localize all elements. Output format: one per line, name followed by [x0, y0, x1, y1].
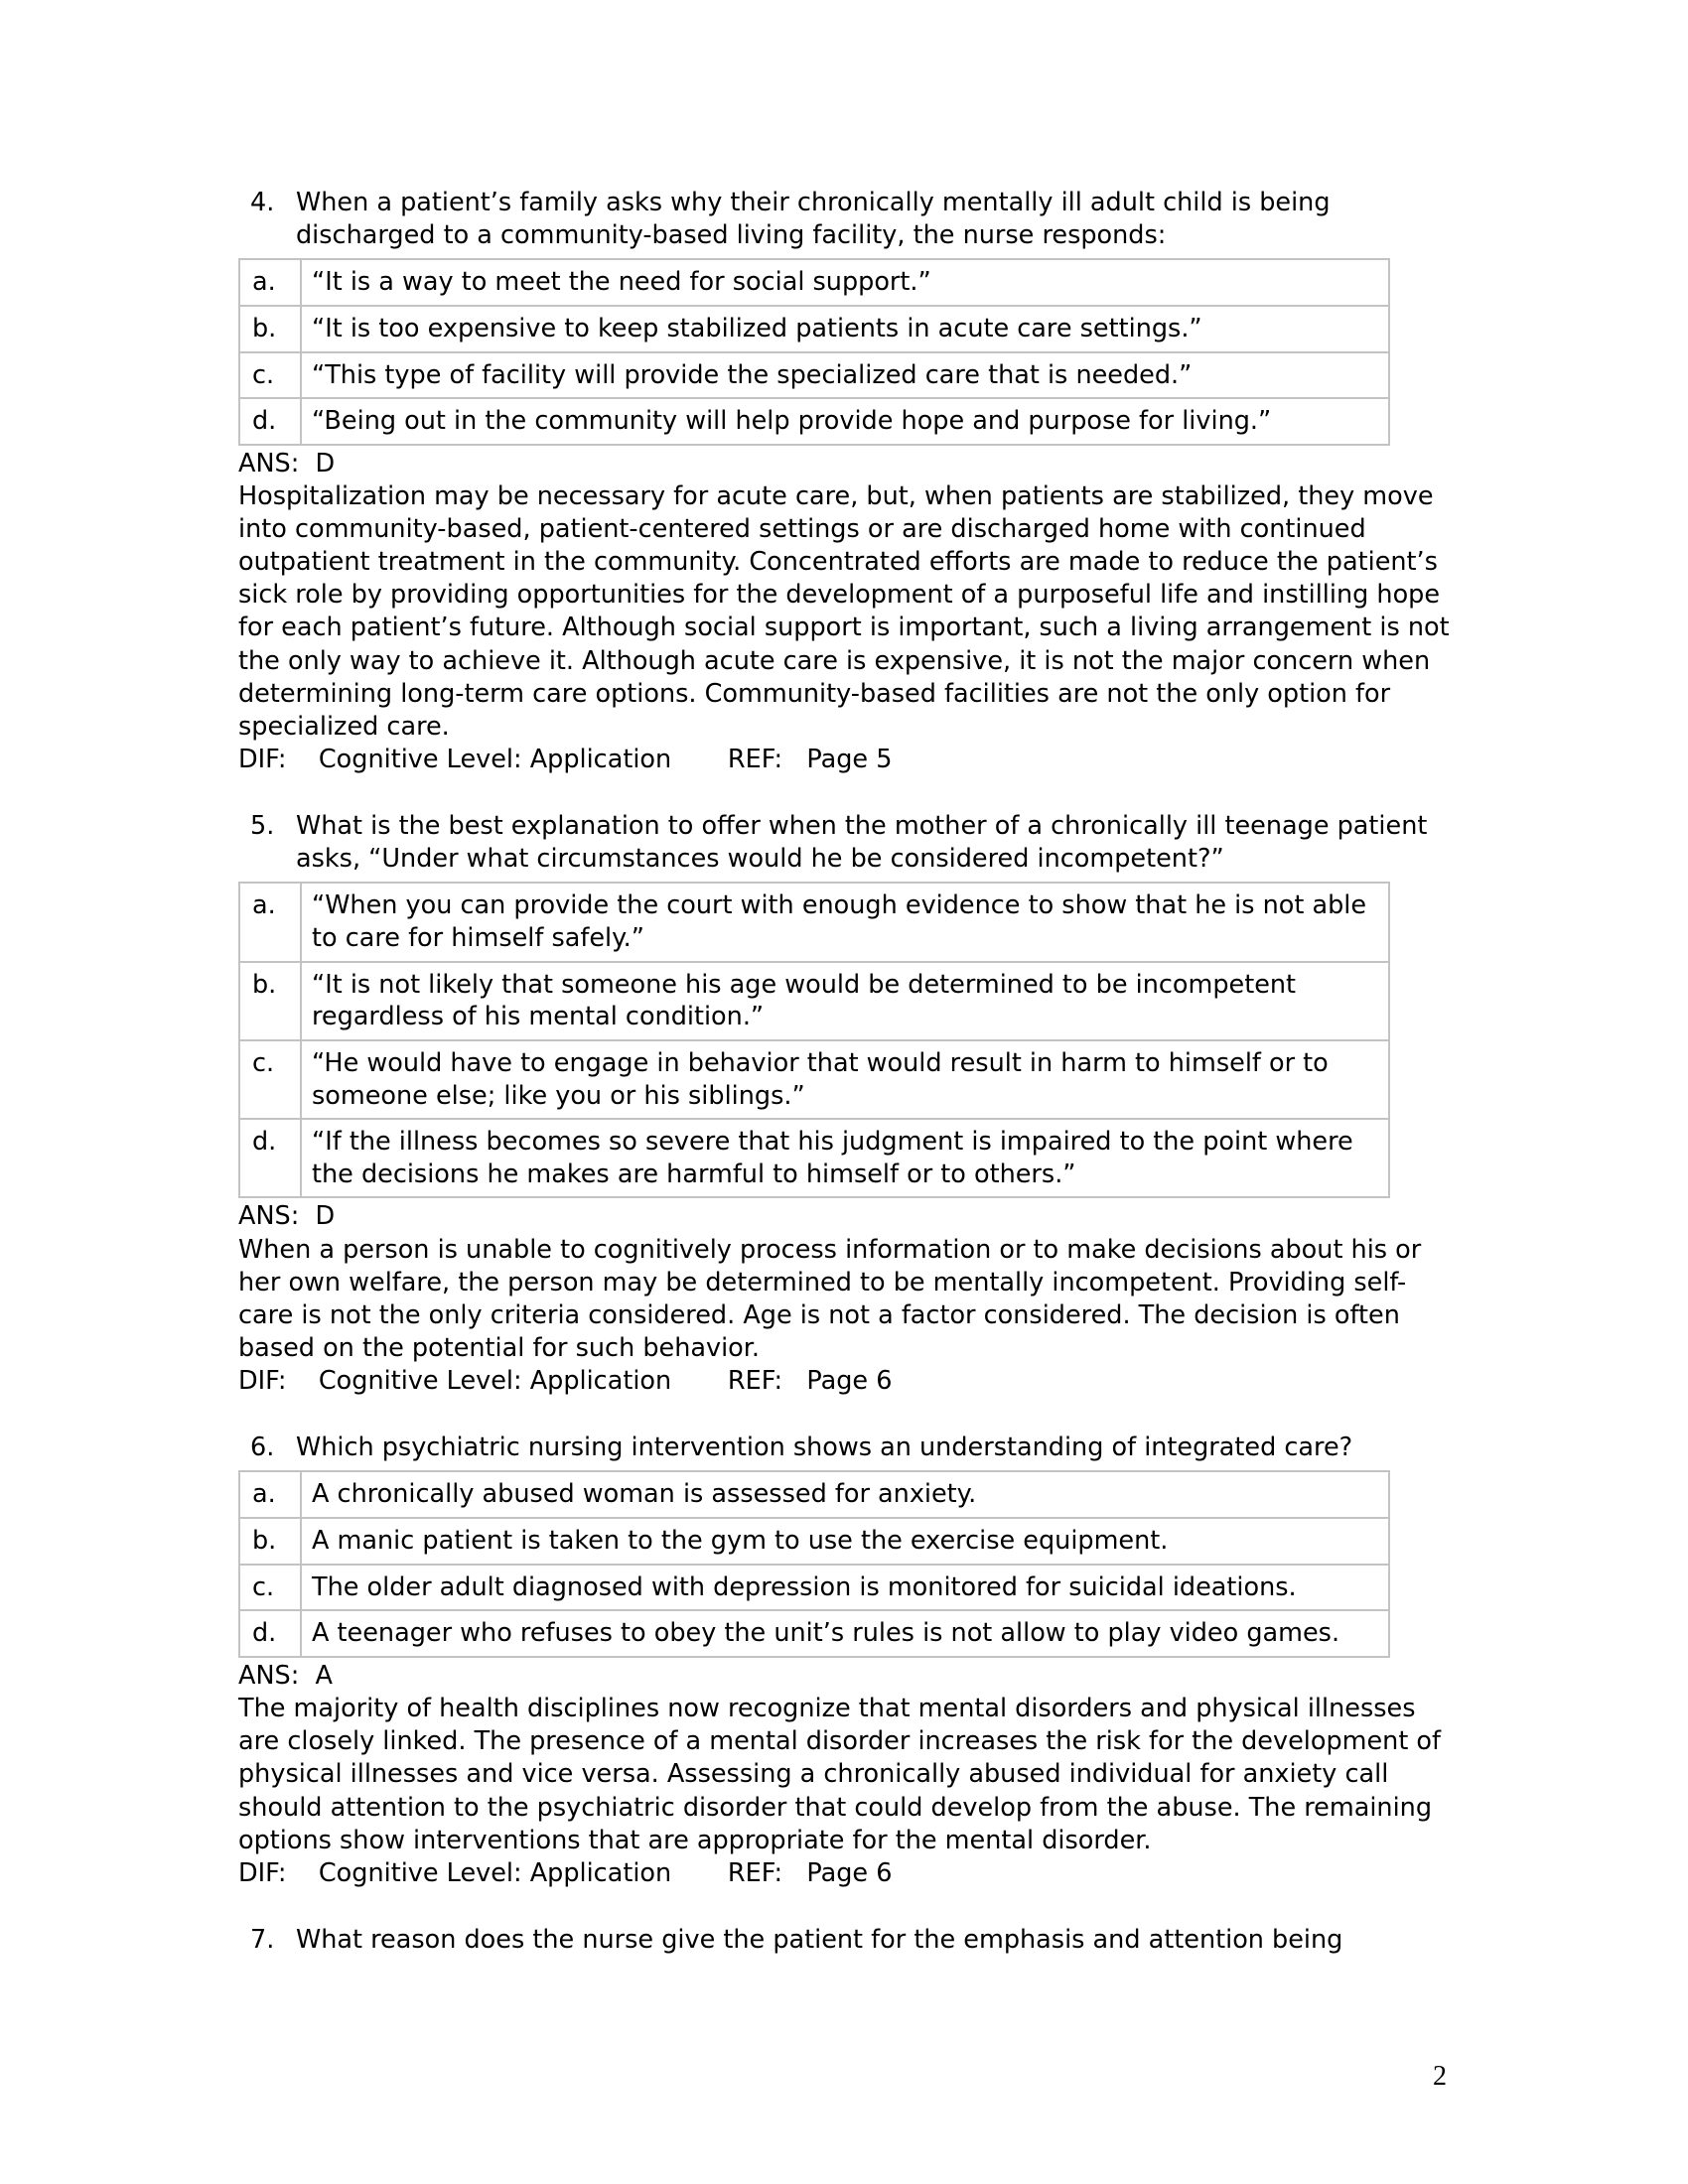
option-letter: c. [239, 1040, 301, 1119]
page-content [238, 187, 1450, 1957]
dif-label: DIF: [238, 1366, 287, 1397]
option-text: “It is too expensive to keep stabilized patients in acute care settings.” [301, 306, 1389, 352]
ref-label: REF: [727, 1366, 783, 1397]
option-text: The older adult diagnosed with depression is monitored for suicidal ideations. [301, 1565, 1389, 1611]
table-row[interactable] [239, 883, 1389, 961]
option-text: A manic patient is taken to the gym to use the exercise equipment. [301, 1518, 1389, 1565]
rationale-6: The majority of health disciplines now recognize that mental disorders and physical illnesses are closely linked. The presence of a mental disorder increases the risk for the development of physical illnesses and vice versa. Assessing a chronically abused individual for anxiety call should attention to the psychiatric disorder that could develop from the abuse. The remaining options show interventions that are appropriate for the mental disorder. [238, 1694, 1442, 1855]
dif-label: DIF: [238, 745, 287, 775]
option-text: “If the illness becomes so severe that his judgment is impaired to the point where the decisions he makes are harmful to himself or to others.” [301, 1119, 1389, 1197]
question-stem-6 [238, 1432, 1450, 1464]
ref-value: Page 5 [806, 745, 893, 775]
option-letter: c. [239, 1565, 301, 1611]
question-stem-5 [238, 810, 1450, 876]
option-letter: a. [239, 1471, 301, 1518]
options-table-5 [238, 882, 1390, 1198]
option-letter: a. [239, 259, 301, 306]
answer-value: D [315, 448, 336, 478]
option-letter: a. [239, 883, 301, 961]
answer-label: ANS: [238, 1660, 300, 1691]
dif-value: Cognitive Level: Application [318, 745, 672, 775]
question-text-6: Which psychiatric nursing intervention shows an understanding of integrated care? [296, 1433, 1353, 1463]
question-text-7: What reason does the nurse give the patient for the emphasis and attention being [296, 1924, 1343, 1955]
option-text: “This type of facility will provide the specialized care that is needed.” [301, 352, 1389, 399]
table-row[interactable] [239, 1518, 1389, 1565]
option-letter: d. [239, 1119, 301, 1197]
table-row[interactable] [239, 1119, 1389, 1197]
answer-line-4 [238, 448, 1450, 480]
option-text: “It is not likely that someone his age would be determined to be incompetent regardless of his mental condition.” [301, 962, 1389, 1040]
dif-value: Cognitive Level: Application [318, 1857, 672, 1888]
question-block-4 [238, 187, 1450, 776]
table-row[interactable] [239, 1610, 1389, 1657]
question-stem-4 [238, 187, 1450, 252]
option-text: “It is a way to meet the need for social support.” [301, 259, 1389, 306]
dif-ref-line-6 [238, 1857, 1450, 1890]
dif-value: Cognitive Level: Application [318, 1366, 672, 1397]
answer-value: A [315, 1660, 333, 1691]
question-block-7 [238, 1924, 1450, 1957]
option-letter: b. [239, 1518, 301, 1565]
options-table-4 [238, 258, 1390, 446]
question-number-4: 4. [250, 188, 275, 217]
rationale-5: When a person is unable to cognitively process information or to make decisions about his or her own welfare, the person may be determined to be mentally incompetent. Providing self-care is not the only criteria considered. Age is not a factor considered. The decision is often based on the potential for such behavior. [238, 1234, 1422, 1364]
table-row[interactable] [239, 1471, 1389, 1518]
ref-value: Page 6 [806, 1857, 893, 1888]
section-gap [238, 1398, 1450, 1432]
question-stem-7 [238, 1924, 1450, 1957]
question-number-6: 6. [250, 1433, 275, 1463]
ref-value: Page 6 [806, 1366, 893, 1397]
answer-value: D [315, 1201, 336, 1232]
question-text-5: What is the best explanation to offer when the mother of a chronically ill teenage patient asks, “Under what circumstances would he be considered incompetent?” [296, 811, 1428, 875]
answer-label: ANS: [238, 448, 300, 478]
answer-label: ANS: [238, 1201, 300, 1232]
option-letter: d. [239, 398, 301, 445]
table-row[interactable] [239, 306, 1389, 352]
option-letter: b. [239, 962, 301, 1040]
question-number-7: 7. [250, 1924, 275, 1955]
question-block-6 [238, 1432, 1450, 1890]
option-letter: d. [239, 1610, 301, 1657]
question-block-5 [238, 810, 1450, 1398]
answer-line-5 [238, 1200, 1450, 1233]
option-letter: c. [239, 352, 301, 399]
dif-ref-line-5 [238, 1365, 1450, 1398]
ref-label: REF: [727, 1857, 783, 1888]
question-text-4: When a patient’s family asks why their chronically mentally ill adult child is being discharged to a community-based living facility, the nurse responds: [296, 188, 1331, 251]
rationale-4: Hospitalization may be necessary for acute care, but, when patients are stabilized, they move into community-based, patient-centered settings or are discharged home with continued outpatient treatment in the community. Concentrated efforts are made to reduce the patient’s sick role by providing opportunities for the development of a purposeful life and instilling hope for each patient’s future. Although social support is important, such a living arrangement is not the only way to achieve it. Although acute care is expensive, it is not the major concern when determining long-term care options. Community-based facilities are not the only option for specialized care. [238, 480, 1450, 742]
dif-ref-line-4 [238, 744, 1450, 776]
option-text: “Being out in the community will help provide hope and purpose for living.” [301, 398, 1389, 445]
section-gap [238, 776, 1450, 810]
table-row[interactable] [239, 398, 1389, 445]
page-number: 2 [1433, 2061, 1447, 2092]
table-row[interactable] [239, 259, 1389, 306]
table-row[interactable] [239, 962, 1389, 1040]
option-text: “When you can provide the court with enough evidence to show that he is not able to care for himself safely.” [301, 883, 1389, 961]
answer-line-6 [238, 1660, 1450, 1693]
table-row[interactable] [239, 1565, 1389, 1611]
ref-label: REF: [727, 745, 783, 775]
dif-label: DIF: [238, 1857, 287, 1888]
table-row[interactable] [239, 1040, 1389, 1119]
question-number-5: 5. [250, 811, 275, 842]
option-letter: b. [239, 306, 301, 352]
option-text: “He would have to engage in behavior that would result in harm to himself or to someone else; like you or his siblings.” [301, 1040, 1389, 1119]
table-row[interactable] [239, 352, 1389, 399]
option-text: A chronically abused woman is assessed for anxiety. [301, 1471, 1389, 1518]
option-text: A teenager who refuses to obey the unit’s rules is not allow to play video games. [301, 1610, 1389, 1657]
section-gap [238, 1890, 1450, 1924]
options-table-6 [238, 1470, 1390, 1658]
